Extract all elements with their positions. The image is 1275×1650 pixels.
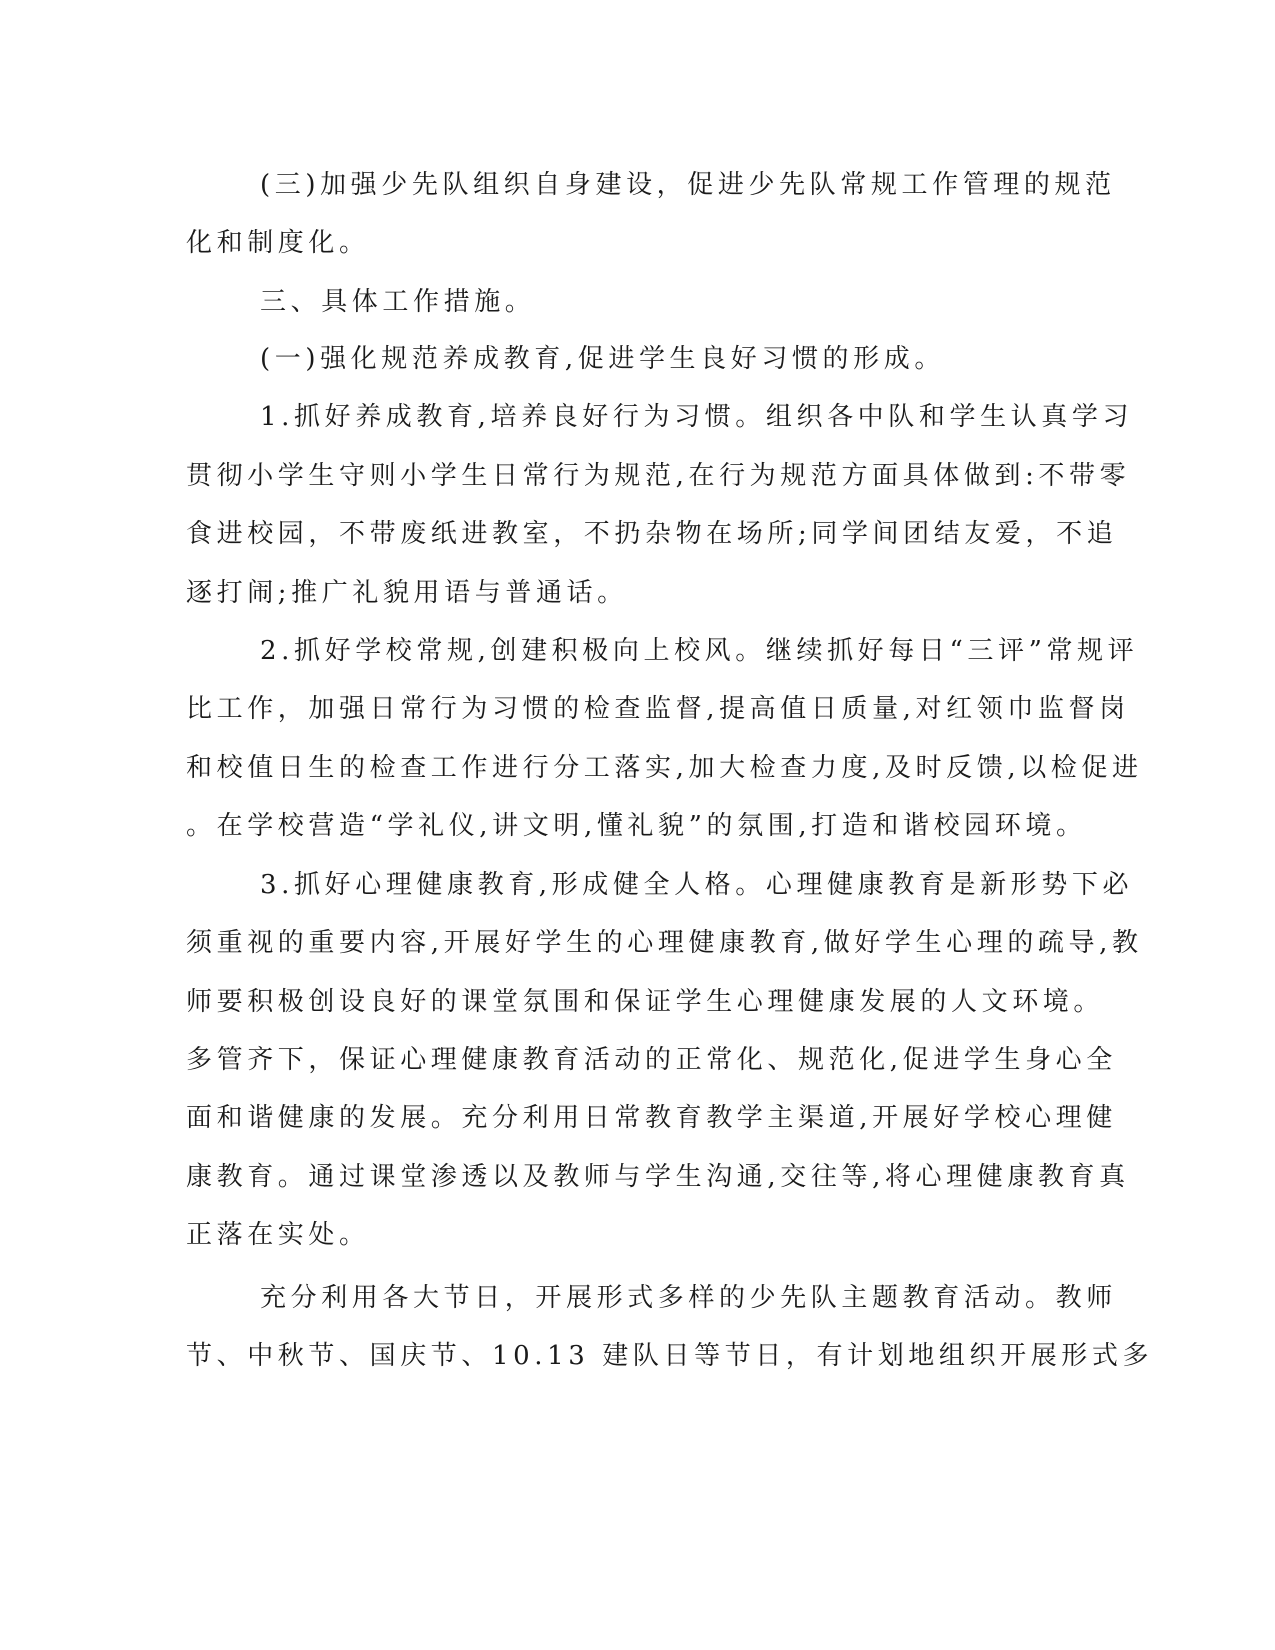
paragraph-line: 多管齐下，保证心理健康教育活动的正常化、规范化,促进学生身心全 (186, 1045, 1117, 1075)
paragraph-line: 3.抓好心理健康教育,形成健全人格。心理健康教育是新形势下必 (260, 870, 1134, 900)
section-heading: 三、具体工作措施。 (260, 287, 536, 317)
paragraph-line: 化和制度化。 (186, 228, 370, 258)
paragraph-line: (三)加强少先队组织自身建设，促进少先队常规工作管理的规范 (260, 170, 1116, 200)
paragraph-line: 贯彻小学生守则小学生日常行为规范,在行为规范方面具体做到:不带零 (186, 461, 1131, 491)
paragraph-line: 食进校园，不带废纸进教室，不扔杂物在场所;同学间团结友爱，不追 (186, 519, 1118, 549)
paragraph-line: 1.抓好养成教育,培养良好行为习惯。组织各中队和学生认真学习 (260, 402, 1134, 432)
paragraph-line: 面和谐健康的发展。充分利用日常教育教学主渠道,开展好学校心理健 (186, 1103, 1117, 1133)
paragraph-line: 须重视的重要内容,开展好学生的心理健康教育,做好学生心理的疏导,教 (186, 928, 1143, 958)
paragraph-line: 比工作，加强日常行为习惯的检查监督,提高值日质量,对红领巾监督岗 (186, 694, 1130, 724)
paragraph-line: 节、中秋节、国庆节、10.13 建队日等节日，有计划地组织开展形式多 (186, 1341, 1154, 1371)
paragraph-line: 康教育。通过课堂渗透以及教师与学生沟通,交往等,将心理健康教育真 (186, 1162, 1130, 1192)
paragraph-line: 。在学校营造“学礼仪,讲文明,懂礼貌”的氛围,打造和谐校园环境。 (186, 811, 1087, 841)
paragraph-line: 逐打闹;推广礼貌用语与普通话。 (186, 578, 628, 608)
paragraph-line: 2.抓好学校常规,创建积极向上校风。继续抓好每日“三评”常规评 (260, 636, 1139, 666)
subsection-heading: (一)强化规范养成教育,促进学生良好习惯的形成。 (260, 344, 945, 374)
paragraph-line: 正落在实处。 (186, 1220, 370, 1250)
paragraph-line: 和校值日生的检查工作进行分工落实,加大检查力度,及时反馈,以检促进 (186, 753, 1143, 783)
paragraph-line: 师要积极创设良好的课堂氛围和保证学生心理健康发展的人文环境。 (186, 987, 1105, 1017)
paragraph-line: 充分利用各大节日，开展形式多样的少先队主题教育活动。教师 (260, 1283, 1117, 1313)
